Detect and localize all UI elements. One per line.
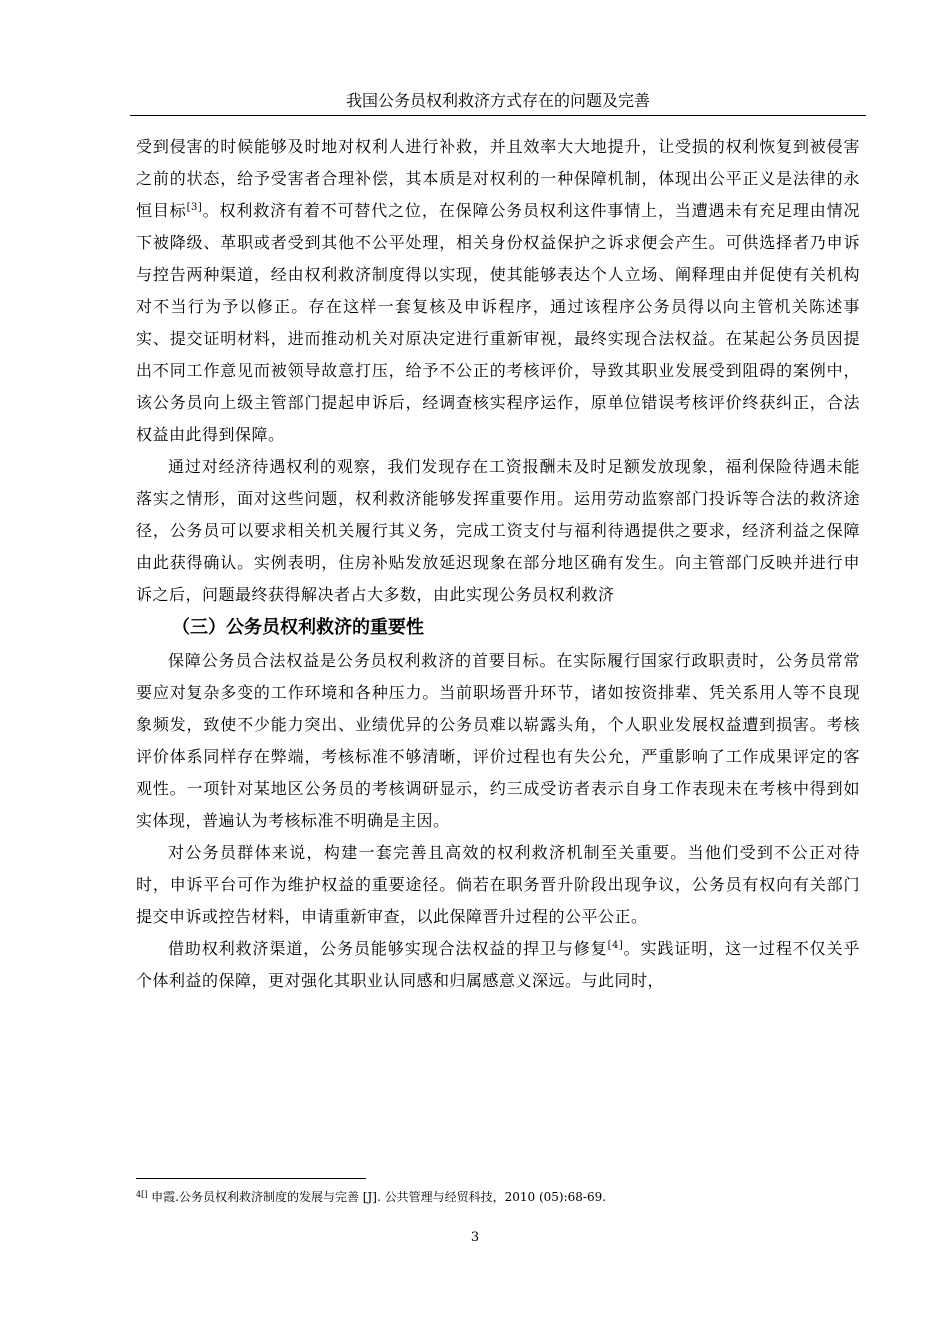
footnote — [136, 1188, 860, 1206]
paragraph-3: 保障公务员合法权益是公务员权利救济的首要目标。在实际履行国家行政职责时，公务员常常要应对复杂多变的工作环境和各种压力。当前职场晋升环节，诸如按资排辈、凭关系用人等不良现象频发，致使不少能力突出、业绩优异的公务员难以崭露头角，个人职业发展权益遭到损害。考核评价体系同样存在弊端，考核标准不够清晰，评价过程也有失公允，严重影响了工作成果评定的客观性。一项针对某地区公务员的考核调研显示，约三成受访者表示自身工作表现未在考核中得到如实体现，普遍认为考核标准不明确是主因。 — [136, 651, 860, 830]
page-number: 3 — [470, 1230, 480, 1245]
running-header: 我国公务员权利救济方式存在的问题及完善 — [345, 91, 650, 110]
footnote-marker: 4[] — [136, 1190, 148, 1199]
paragraph-1-rest: 。权利救济有着不可替代之位，在保障公务员权利这件事情上，当遭遇未有充足理由情况下被降级、革职或者受到其他不公平处理，相关身份权益保护之诉求便会产生。可供选择者乃申诉与控告两种渠道，经由权利救济制度得以实现，使其能够表达个人立场、阐释理由并促使有关机构对不当行为予以修正。存在这样一套复核及申诉程序，通过该程序公务员得以向主管机关陈述事实、提交证明材料，进而推动机关对原决定进行重新审视，最终实现合法权益。在某起公务员因提出不同工作意见而被领导故意打压，给予不公正的考核评价，导致其职业发展受到阻碍的案例中，该公务员向上级主管部门提起申诉后，经调查核实程序运作，原单位错误考核评价终获纠正，合法权益由此得到保障。 — [136, 201, 860, 444]
paragraph-4: 对公务员群体来说，构建一套完善且高效的权利救济机制至关重要。当他们受到不公正对待时，申诉平台可作为维护权益的重要途径。倘若在职务晋升阶段出现争议，公务员有权向有关部门提交申诉或控告材料，申请重新审查，以此保障晋升过程的公平公正。 — [136, 843, 860, 926]
paragraph-2: 通过对经济待遇权利的观察，我们发现存在工资报酬未及时足额发放现象，福利保险待遇未能落实之情形，面对这些问题，权利救济能够发挥重要作用。运用劳动监察部门投诉等合法的救济途径，公务员可以要求相关机关履行其义务，完成工资支付与福利待遇提供之要求，经济利益之保障由此获得确认。实例表明，住房补贴发放延迟现象在部分地区确有发生。向主管部门反映并进行申诉之后，问题最终获得解决者占大多数，由此实现公务员权利救济 — [136, 457, 860, 604]
paragraph-1-text: 受到侵害的时候能够及时地对权利人进行补救，并且效率大大地提升，让受损的权利恢复到被侵害之前的状态，给予受害者合理补偿，其本质是对权利的一种保障机制，体现出公平正义是法律的永恒目标 — [136, 137, 860, 220]
paragraph-1 — [136, 131, 860, 451]
citation-3: [3] — [186, 202, 203, 213]
section-heading: （三）公务员权利救济的重要性 — [172, 617, 424, 638]
main-body — [136, 131, 860, 997]
paragraph-5 — [136, 933, 860, 997]
footnote-text: 申霞.公务员权利救济制度的发展与完善 [J]. 公共管理与经贸科技，2010 (05):68-69. — [147, 1190, 607, 1204]
paragraph-5-rest: 。实践证明，这一过程不仅关乎个体利益的保障，更对强化其职业认同感和归属感意义深远。与此同时， — [136, 939, 860, 990]
footnote-divider — [136, 1178, 366, 1179]
citation-4: [4] — [607, 940, 624, 951]
header-divider — [130, 115, 866, 116]
paragraph-5-text: 借助权利救济渠道，公务员能够实现合法权益的捍卫与修复 — [168, 939, 608, 958]
